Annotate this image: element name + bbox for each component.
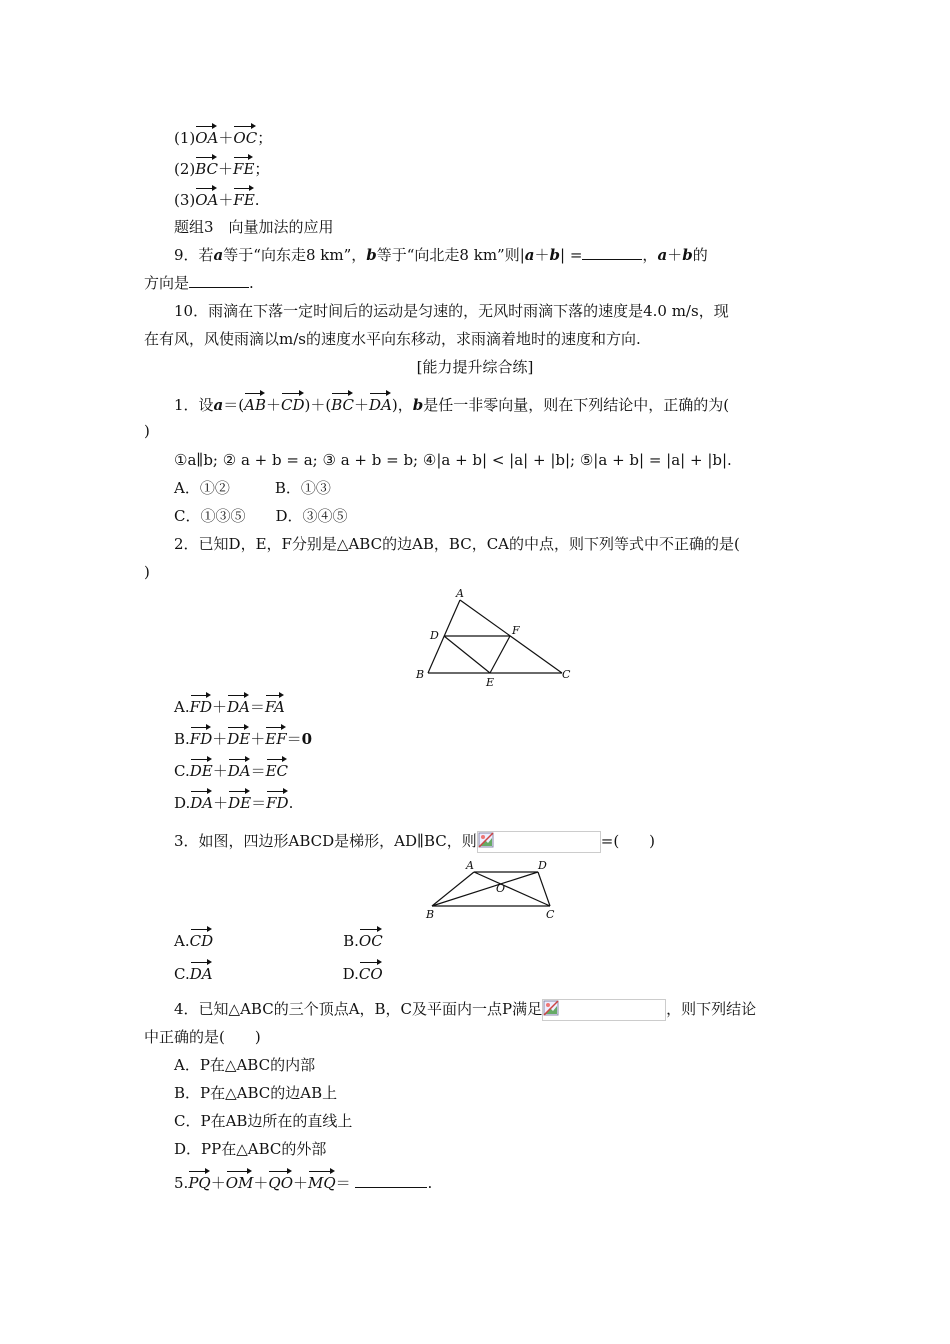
label-f: F xyxy=(512,624,520,637)
broken-image-icon xyxy=(477,831,601,853)
triangle-figure xyxy=(410,586,580,690)
question-10: 10．雨滴在下落一定时间后的运动是匀速的，无风时雨滴下落的速度是4.0 m/s，现 xyxy=(174,302,729,320)
q3-options-ab: A.CD B.OC xyxy=(174,928,383,950)
label-b: B xyxy=(416,668,425,681)
broken-image-icon xyxy=(542,999,666,1021)
label-d: D xyxy=(538,859,547,872)
q2-option-b: B.FD＋DE＋EF＝0 xyxy=(174,726,312,748)
p-question-1-close: ) xyxy=(144,422,150,440)
question-10-cont: 在有风，风使雨滴以m/s的速度水平向东移动，求雨滴着地时的速度和方向. xyxy=(144,330,641,348)
p-question-3: 3．如图，四边形ABCD是梯形，AD∥BC，则 =( ) xyxy=(174,830,655,852)
label-d: D xyxy=(430,629,439,642)
p-question-2-close: ) xyxy=(144,563,150,581)
label-a: A xyxy=(466,859,474,872)
label-o: O xyxy=(496,882,506,895)
trapezoid-figure xyxy=(420,856,560,922)
label-a: A xyxy=(456,587,464,600)
q2-option-a: A.FD＋DA＝FA xyxy=(174,694,285,716)
question-9-cont: 方向是 . xyxy=(144,274,254,292)
p-question-4-cont: 中正确的是( ) xyxy=(144,1028,261,1046)
label-c: C xyxy=(546,908,555,921)
item-2: (2)BC＋FE； xyxy=(174,156,269,178)
q4-option-a: A．P在△ABC的内部 xyxy=(174,1056,316,1074)
item-3: (3)OA＋FE. xyxy=(174,187,260,209)
p-question-1-choice-cd: C．①③⑤ D．③④⑤ xyxy=(174,507,348,525)
q4-option-b: B．P在△ABC的边AB上 xyxy=(174,1084,338,1102)
p-question-1-choice-ab: A．①② B．①③ xyxy=(174,479,331,497)
p-question-4: 4．已知△ABC的三个顶点A，B，C及平面内一点P满足 ，则下列结论 xyxy=(174,998,756,1020)
q4-option-d: D．PP在△ABC的外部 xyxy=(174,1140,327,1158)
question-9: 9．若a等于“向东走8 km”，b等于“向北走8 km”则|a＋b| = ，a＋b的 xyxy=(174,246,708,264)
label-c: C xyxy=(562,668,571,681)
item-1: (1)OA＋OC； xyxy=(174,125,272,147)
q4-option-c: C．P在AB边所在的直线上 xyxy=(174,1112,353,1130)
section-title: [能力提升综合练] xyxy=(416,358,534,376)
q3-options-cd: C.DA D.CO xyxy=(174,961,383,983)
p-question-5: 5.PQ＋OM＋QO＋MQ＝ . xyxy=(174,1170,432,1192)
label-b: B xyxy=(426,908,435,921)
q2-option-d: D.DA＋DE＝FD. xyxy=(174,790,293,812)
q2-option-c: C.DE＋DA＝EC xyxy=(174,758,288,780)
p-question-2: 2．已知D，E，F分别是△ABC的边AB，BC，CA的中点，则下列等式中不正确的是( xyxy=(174,535,740,553)
label-e: E xyxy=(486,676,495,689)
p-question-1-options: ①a∥b; ② a + b = a; ③ a + b = b; ④|a + b| < |a| + |b|; ⑤|a + b| = |a| + |b|. xyxy=(174,451,732,469)
group-heading: 题组3 向量加法的应用 xyxy=(174,218,334,236)
p-question-1: 1．设a＝(AB＋CD)＋(BC＋DA)，b是任一非零向量，则在下列结论中，正确的为( xyxy=(174,392,729,414)
